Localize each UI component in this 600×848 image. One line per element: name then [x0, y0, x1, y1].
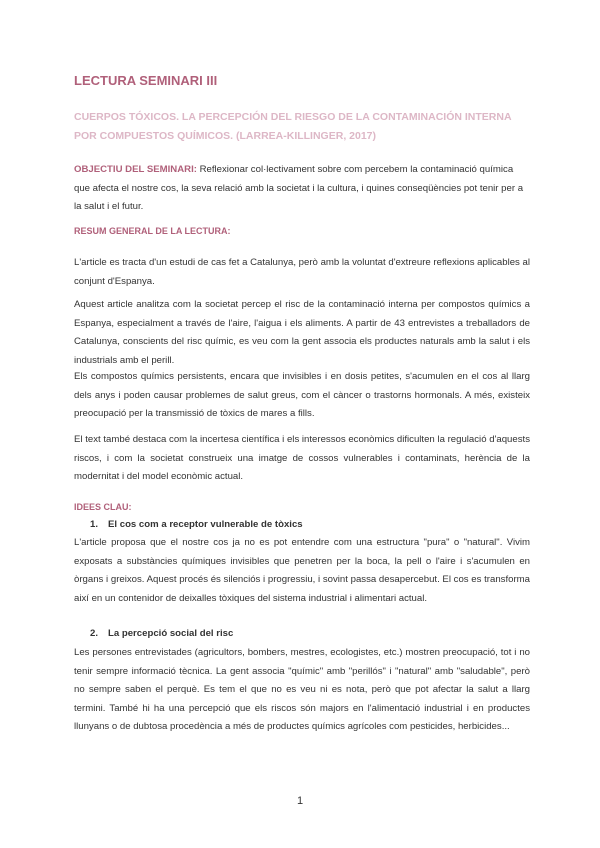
document-subtitle: CUERPOS TÓXICOS. LA PERCEPCIÓN DEL RIESGO DE LA CONTAMINACIÓN INTERNA POR COMPUESTOS QUÍMICOS. (LARREA-KILLINGER, 2017) — [74, 111, 512, 142]
objectiu-label: OBJECTIU DEL SEMINARI: — [74, 164, 197, 175]
resum-paragraph-2: Aquest article analitza com la societat percep el risc de la contaminació interna per compostos químics a Espanya, especialment a través de l'aire, l'aigua i els aliments. A partir de 43 entrevistes a treballadors de Catalunya, conscients del risc químic, es veu com la gent associa els productes naturals amb la salut i els industrials amb el perill. — [74, 299, 530, 366]
objectiu-paragraph — [74, 161, 530, 217]
idea-2-text: Les persones entrevistades (agricultors, bombers, mestres, ecologistes, etc.) mostren preocupació, tot i no tenir sempre informació tècnica. La gent associa "químic" amb "perillós" i "natural" amb "saludable", però no sempre saben el perquè. Es tem el que no es veu ni es nota, però que pot afectar la salut a llarg termini. També hi ha una percepció que els riscos són majors en l'alimentació industrial i en productes llunyans o de dubtosa procedència a més de productes químics agrícoles com pesticides, herbicides... — [74, 647, 530, 733]
idea-2-title — [90, 628, 233, 639]
idea-2-number: 2. — [90, 628, 99, 639]
idea-1-title-text: El cos com a receptor vulnerable de tòxics — [108, 519, 303, 530]
objectiu-text: Reflexionar col·lectivament sobre com percebem la contaminació química que afecta el nostre cos, la seva relació amb la societat i la cultura, i quines conseqüències pot tenir per a la salut i el futur. — [74, 164, 524, 213]
idees-heading: IDEES CLAU: — [74, 502, 132, 512]
resum-paragraph-3: Els compostos químics persistents, encara que invisibles i en dosis petites, s'acumulen en el cos al llarg dels anys i poden causar problemes de salut greus, com el càncer o trastorns hormonals. A més, existeix preocupació per la transmissió de tòxics de mares a fills. — [74, 371, 530, 420]
document-title: LECTURA SEMINARI III — [74, 73, 218, 88]
resum-paragraph-4: El text també destaca com la incertesa científica i els interessos econòmics dificulten la regulació d'aquests riscos, i com la societat construeix una imatge de cossos vulnerables i contaminats, herència de la modernitat i del model econòmic actual. — [74, 434, 530, 483]
idea-1-title — [90, 519, 303, 530]
idea-2-title-text: La percepció social del risc — [108, 628, 234, 639]
resum-paragraph-1: L'article es tracta d'un estudi de cas fet a Catalunya, però amb la voluntat d'extreure reflexions aplicables al conjunt d'Espanya. — [74, 257, 530, 287]
page-number: 1 — [296, 795, 304, 807]
idea-1-number: 1. — [90, 519, 99, 530]
idea-1-text: L'article proposa que el nostre cos ja no es pot entendre com una estructura "pura" o "natural". Vivim exposats a substàncies químiques invisibles que penetren per la boca, la pell o l'aire i s'acumulen en òrgans i greixos. Aquest procés és silenciós i progressiu, i sovint passa desapercebut. El cos es transforma així en un contenidor de deixalles tòxiques del sistema industrial i alimentari actual. — [74, 537, 530, 604]
resum-heading: RESUM GENERAL DE LA LECTURA: — [74, 226, 231, 236]
